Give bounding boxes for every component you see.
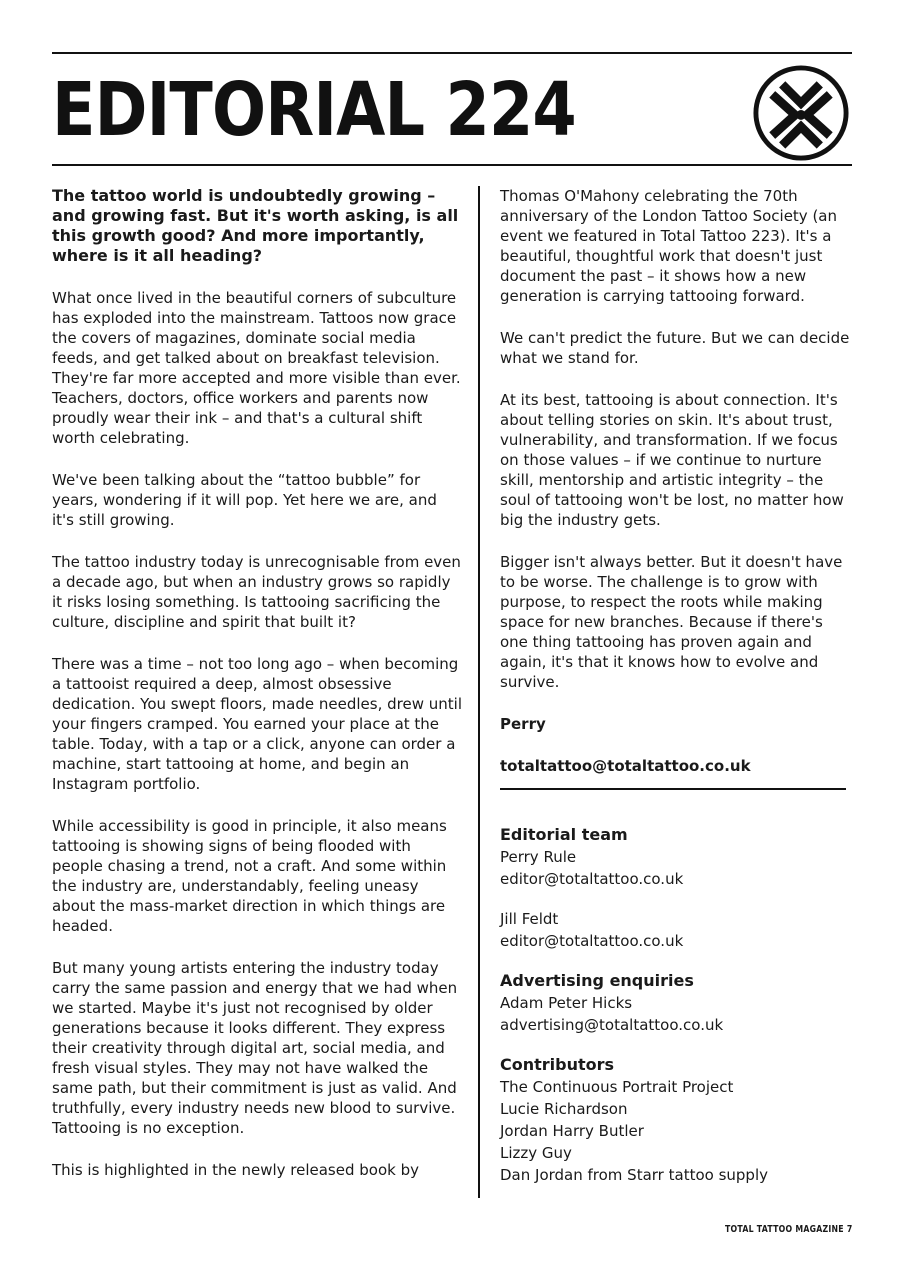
body-paragraph: At its best, tattooing is about connection. It's about telling stories on skin. It's about trust, vulnerability, and transformation. If we focus on those values – if we continue to nurture skill, mentorship and artistic integrity – the soul of tattooing won't be lost, no matter how big the industry gets. (500, 391, 844, 529)
body-paragraph: This is highlighted in the newly released book by (52, 1161, 419, 1179)
editor-name: Jill Feldt (500, 910, 559, 928)
body-paragraph: There was a time – not too long ago – when becoming a tattooist required a deep, almost obsessive dedication. You swept floors, made needles, drew until your fingers cramped. You earned your place at the table. Today, with a tap or a click, anyone can order a machine, start tattooing at home, and begin an Instagram portfolio. (52, 655, 462, 793)
contributor-name: Lucie Richardson (500, 1100, 628, 1118)
body-paragraph: But many young artists entering the industry today carry the same passion and energy that we had when we started. Maybe it's just not recognised by older generations because it looks different. They express their creativity through digital art, social media, and fresh visual styles. They may not have walked the same path, but their commitment is just as valid. And truthfully, every industry needs new blood to survive. Tattooing is no exception. (52, 959, 458, 1137)
body-paragraph: The tattoo industry today is unrecognisable from even a decade ago, but when an industry grows so rapidly it risks losing something. Is tattooing sacrificing the culture, discipline and spirit that built it? (52, 553, 461, 631)
lede-paragraph: The tattoo world is undoubtedly growing – and growing fast. But it's worth asking, is all this growth good? And more importantly, where is it all heading? (52, 186, 459, 265)
page-folio: TOTAL TATTOO MAGAZINE 7 (724, 1224, 852, 1235)
credits-rule (500, 788, 846, 790)
signature-email[interactable]: totaltattoo@totaltattoo.co.uk (500, 757, 751, 775)
body-paragraph: We can't predict the future. But we can decide what we stand for. (500, 329, 850, 367)
editor-email[interactable]: editor@totaltattoo.co.uk (500, 870, 684, 888)
advertising-email[interactable]: advertising@totaltattoo.co.uk (500, 1016, 724, 1034)
column-divider (478, 186, 480, 1198)
contributor-name: Lizzy Guy (500, 1144, 572, 1162)
body-paragraph: What once lived in the beautiful corners of subculture has exploded into the mainstream. Tattoos now grace the covers of magazines, dominate social media feeds, and get talked about on breakfast television. They're far more accepted and more visible than ever. Teachers, doctors, office workers and parents now proudly wear their ink – and that's a cultural shift worth celebrating. (52, 289, 461, 447)
left-column (52, 186, 462, 1202)
credits-block (500, 824, 850, 1186)
right-column (500, 186, 850, 798)
page-title: EDITORIAL 224 (52, 67, 576, 153)
editorial-team-heading: Editorial team (500, 825, 628, 844)
body-paragraph: Bigger isn't always better. But it doesn't have to be worse. The challenge is to grow with purpose, to respect the roots while making space for new branches. Because if there's one thing tattooing has proven again and again, it's that it knows how to evolve and survive. (500, 553, 843, 691)
header-rule (52, 164, 852, 166)
advertising-name: Adam Peter Hicks (500, 994, 633, 1012)
body-paragraph: We've been talking about the “tattoo bubble” for years, wondering if it will pop. Yet here we are, and it's still growing. (52, 471, 437, 529)
advertising-heading: Advertising enquiries (500, 971, 694, 990)
body-paragraph: While accessibility is good in principle, it also means tattooing is showing signs of being flooded with people chasing a trend, not a craft. And some within the industry are, understandably, feeling uneasy about the mass-market direction in which things are headed. (52, 817, 447, 935)
editor-email[interactable]: editor@totaltattoo.co.uk (500, 932, 684, 950)
signature-name: Perry (500, 715, 546, 733)
contributor-name: Dan Jordan from Starr tattoo supply (500, 1166, 768, 1184)
contributors-heading: Contributors (500, 1055, 615, 1074)
contributor-name: Jordan Harry Butler (500, 1122, 644, 1140)
contributor-name: The Continuous Portrait Project (500, 1078, 734, 1096)
total-tattoo-logo-icon (752, 64, 850, 162)
editor-name: Perry Rule (500, 848, 577, 866)
body-paragraph: Thomas O'Mahony celebrating the 70th anniversary of the London Tattoo Society (an event we featured in Total Tattoo 223). It's a beautiful, thoughtful work that doesn't just document the past – it shows how a new generation is carrying tattooing forward. (500, 187, 838, 305)
top-rule (52, 52, 852, 54)
